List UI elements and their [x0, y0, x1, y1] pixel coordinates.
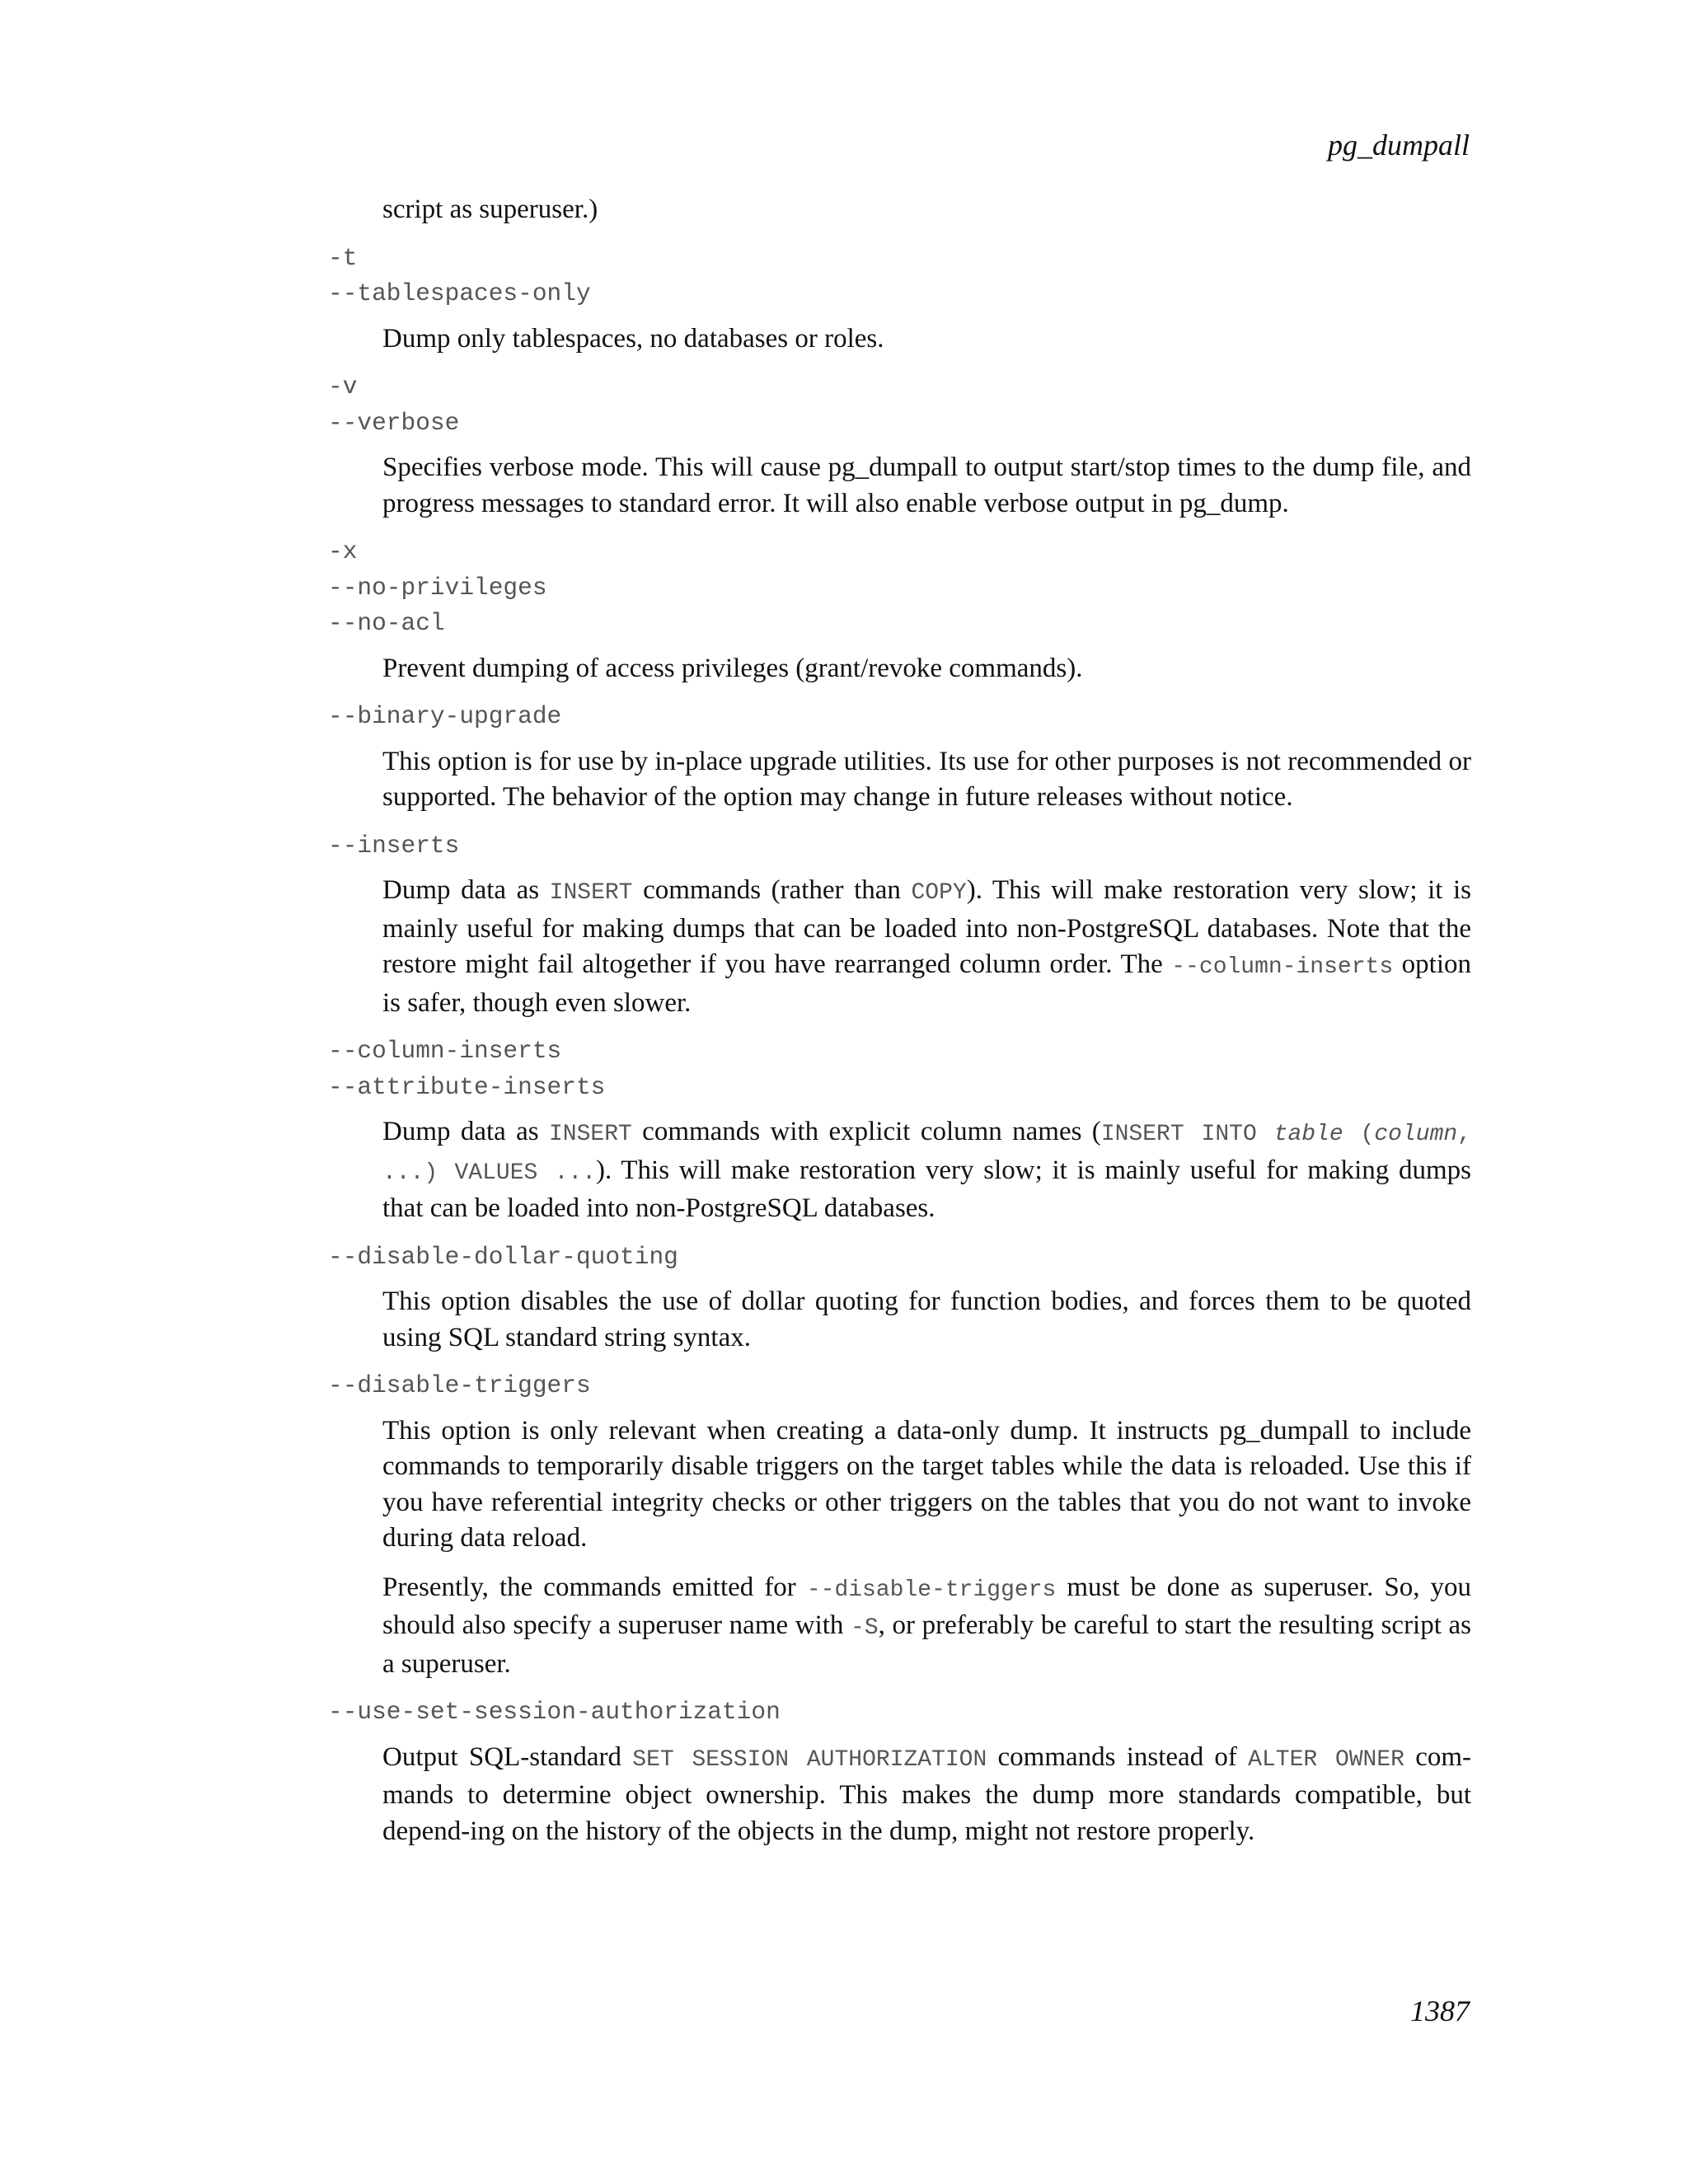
- inline-code: table: [1273, 1122, 1343, 1147]
- option-entry: [328, 1240, 1471, 1357]
- option-flag: --disable-triggers: [328, 1371, 591, 1399]
- option-entry: [328, 1694, 1471, 1849]
- text-run: This option disables the use of dollar quoting for function bodies, and forces them to be quoted using SQL standard string syntax.: [382, 1286, 1471, 1352]
- text-run: commands instead of: [987, 1741, 1249, 1772]
- inline-code: INSERT: [549, 1122, 632, 1147]
- option-flag: --disable-dollar-quoting: [328, 1242, 678, 1271]
- option-entry: [328, 699, 1471, 816]
- text-run: ). This will make restoration very slow; it is mainly useful for making dumps that can be loaded into non-PostgreSQL databases.: [382, 1155, 1472, 1223]
- running-header-title: pg_dumpall: [1327, 129, 1470, 162]
- inline-code: --column-inserts: [1171, 954, 1394, 980]
- option-flag: --binary-upgrade: [328, 702, 562, 730]
- option-flag: --verbose: [328, 408, 460, 437]
- text-run: com-mands to determine object ownership. This makes the dump more standards compatible, but depend-ing on the history of the objects in the dump, might not restore properly.: [382, 1741, 1472, 1846]
- inline-code: , ...) VALUES ...: [382, 1122, 1471, 1186]
- option-description: [382, 1570, 1471, 1683]
- inline-code: COPY: [911, 880, 967, 906]
- inline-code: SET SESSION AUTHORIZATION: [632, 1746, 987, 1773]
- option-flags: [328, 1694, 1471, 1731]
- option-entry: [328, 828, 1471, 1022]
- inline-code: -S: [851, 1615, 879, 1641]
- option-entry: [328, 241, 1471, 358]
- option-flag: --use-set-session-authorization: [328, 1698, 781, 1726]
- text-run: , or preferably be careful to start the resulting script as a superuser.: [382, 1610, 1471, 1679]
- option-description: [382, 1740, 1471, 1850]
- option-flag: --tablespaces-only: [328, 279, 591, 307]
- text-run: This option is for use by in-place upgrade utilities. Its use for other purposes is not recommended or supported. The behavior of the option may change in future releases without notice.: [382, 746, 1471, 812]
- option-list: [328, 192, 1471, 1849]
- option-description: [382, 450, 1471, 522]
- option-entry: [328, 534, 1471, 687]
- option-flags: [328, 699, 1471, 735]
- text-run: Presently, the commands emitted for: [382, 1572, 807, 1602]
- text-run: commands (rather than: [632, 875, 912, 905]
- option-flag: -x: [328, 537, 358, 565]
- option-flags: [328, 1240, 1471, 1276]
- text-run: ). This will make restoration very slow; it is mainly useful for making dumps that can be loaded into non-PostgreSQL databases. Note that the restore might fail altogether if you have rearranged column order. The: [382, 875, 1472, 979]
- option-description: [382, 651, 1471, 687]
- text-run: Output SQL-standard: [382, 1741, 633, 1772]
- option-flag: --column-inserts: [328, 1037, 562, 1065]
- option-description: [382, 744, 1471, 816]
- option-description: [382, 192, 1471, 228]
- option-flags: [328, 534, 1471, 642]
- page-number: 1387: [1410, 1994, 1470, 2027]
- option-entry: [328, 1368, 1471, 1682]
- option-flags: [328, 1033, 1471, 1105]
- text-run: option is safer, though even slower.: [382, 949, 1471, 1018]
- inline-code: ALTER OWNER: [1248, 1746, 1404, 1773]
- inline-code: (: [1343, 1122, 1375, 1147]
- option-flag: -t: [328, 243, 358, 272]
- text-run: must be done as superuser. So, you should also specify a superuser name with: [382, 1572, 1471, 1640]
- inline-code: INSERT INTO: [1100, 1122, 1274, 1147]
- option-flag: --attribute-inserts: [328, 1072, 606, 1101]
- option-description: [382, 1284, 1471, 1356]
- inline-code: --disable-triggers: [806, 1577, 1057, 1603]
- text-run: commands with explicit column names (: [631, 1117, 1101, 1146]
- inline-code: INSERT: [549, 880, 633, 906]
- text-run: Dump data as: [382, 875, 550, 905]
- option-entry: [328, 192, 1471, 228]
- option-description: [382, 873, 1471, 1021]
- option-flags: [328, 241, 1471, 312]
- text-run: Specifies verbose mode. This will cause pg_dumpall to output start/stop times to the dump file, and progress messages to standard error. It will also enable verbose output in pg_dump.: [382, 452, 1471, 518]
- option-flag: --inserts: [328, 831, 460, 860]
- option-flag: --no-privileges: [328, 573, 547, 602]
- text-run: Prevent dumping of access privileges (grant/revoke commands).: [382, 653, 1083, 683]
- option-flag: --no-acl: [328, 609, 445, 637]
- option-description: [382, 321, 1471, 358]
- option-description: [382, 1413, 1471, 1557]
- option-flag: -v: [328, 373, 358, 401]
- text-run: script as superuser.): [382, 194, 598, 224]
- option-entry: [328, 1033, 1471, 1227]
- option-entry: [328, 369, 1471, 522]
- option-flags: [328, 1368, 1471, 1404]
- option-description: [382, 1114, 1471, 1227]
- text-run: Dump data as: [382, 1117, 549, 1146]
- text-run: This option is only relevant when creating a data-only dump. It instructs pg_dumpall to include commands to temporarily disable triggers on the target tables while the data is reloaded. Use this if you have referential integrity checks or other triggers on the tables that you do not want to invoke during data reload.: [382, 1415, 1471, 1553]
- text-run: Dump only tablespaces, no databases or roles.: [382, 323, 884, 354]
- inline-code: column: [1374, 1122, 1458, 1147]
- option-flags: [328, 369, 1471, 441]
- option-flags: [328, 828, 1471, 865]
